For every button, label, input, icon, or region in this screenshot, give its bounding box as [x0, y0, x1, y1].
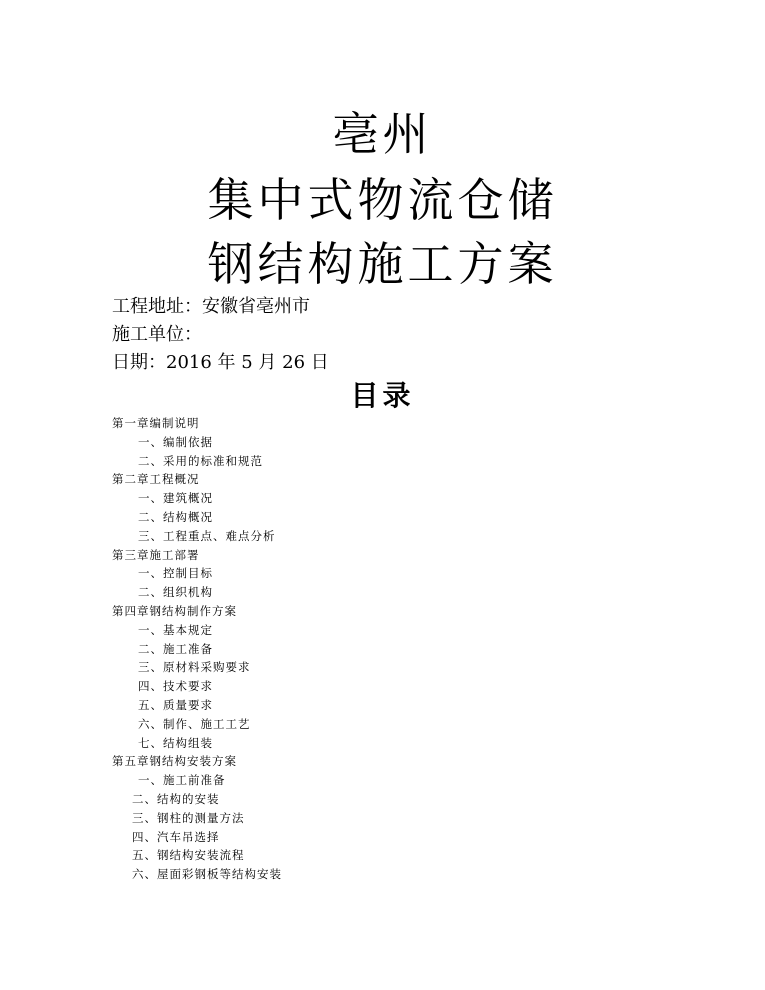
toc-section: 二、结构概况: [138, 509, 213, 524]
toc-section: 四、技术要求: [138, 679, 213, 694]
toc-section: 二、施工准备: [138, 641, 213, 656]
toc-section: 一、施工前准备: [138, 773, 226, 788]
toc-chapter: 第五章钢结构安装方案: [112, 754, 237, 769]
toc-section: 一、编制依据: [138, 434, 213, 449]
document-date: 日期：2016 年 5 月 26 日: [112, 352, 329, 373]
toc-section: 一、控制目标: [138, 566, 213, 581]
toc-chapter: 第一章编制说明: [112, 416, 200, 430]
toc-chapter: 第二章工程概况: [112, 472, 200, 487]
toc-section: 七、结构组装: [138, 735, 213, 750]
toc-chapter: 第四章钢结构制作方案: [112, 603, 237, 618]
table-of-contents: [112, 414, 282, 884]
toc-section: 六、制作、施工工艺: [138, 716, 251, 731]
toc-section: 五、钢结构安装流程: [132, 848, 245, 863]
title-line-1: 亳州: [332, 107, 433, 161]
construction-unit: 施工单位：: [112, 324, 202, 345]
toc-title: 目录: [350, 379, 415, 412]
toc-section: 四、汽车吊选择: [132, 829, 220, 844]
toc-section: 三、钢柱的测量方法: [132, 810, 245, 825]
toc-section: 六、屋面彩钢板等结构安装: [132, 867, 282, 882]
title-line-3: 钢结构施工方案: [207, 237, 558, 291]
toc-section: 三、工程重点、难点分析: [138, 528, 276, 543]
toc-section: 一、建筑概况: [138, 491, 213, 506]
toc-section: 五、质量要求: [138, 697, 213, 712]
toc-section: 二、结构的安装: [132, 791, 220, 806]
toc-section: 二、组织机构: [138, 585, 213, 600]
toc-section: 三、原材料采购要求: [138, 660, 251, 675]
title-line-2: 集中式物流仓储: [207, 173, 558, 227]
toc-chapter: 第三章施工部署: [112, 547, 200, 562]
toc-section: 一、基本规定: [138, 622, 213, 637]
project-address: 工程地址：安徽省亳州市: [112, 296, 310, 317]
toc-section: 二、采用的标准和规范: [138, 453, 263, 468]
